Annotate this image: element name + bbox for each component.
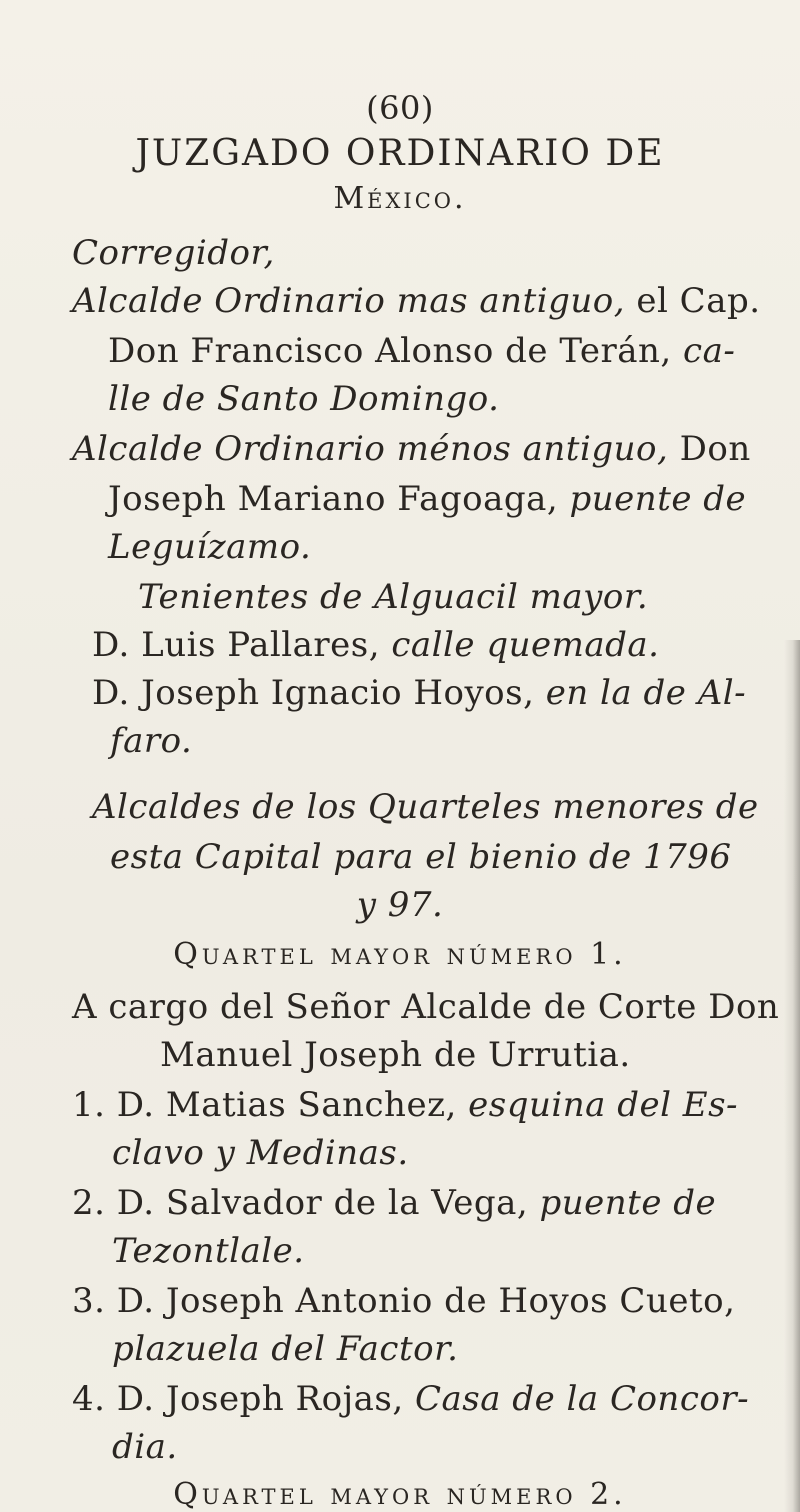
quartel-1-item-1-line-1 <box>72 1085 739 1125</box>
quartel-1-item-4-line-1 <box>72 1379 750 1419</box>
alcalde-1-address: ca- <box>671 331 736 371</box>
alcalde-2-name: Joseph Mariano Fagoaga, <box>108 479 559 519</box>
alcaldes-heading-line-3: y 97. <box>356 885 444 925</box>
teniente-2-address: en la de Al- <box>534 673 747 713</box>
entry-alcalde-2-line-1 <box>72 429 751 469</box>
quartel-1-cargo-line-1: A cargo del Señor Alcalde de Corte Don <box>72 987 780 1027</box>
page-number: (60) <box>366 89 434 127</box>
teniente-2-line-1 <box>92 673 747 713</box>
alcalde-1-name: Don Francisco Alonso de Terán, <box>108 331 672 371</box>
page-edge-shadow <box>784 640 800 1512</box>
alcaldes-heading-line-2: esta Capital para el bienio de 1796 <box>110 837 732 877</box>
item-2-address: puente de <box>528 1183 717 1223</box>
teniente-2-line-2: faro. <box>110 721 193 761</box>
item-4-name: 4. D. Joseph Rojas, <box>72 1379 404 1419</box>
quartel-1-item-3-line-1: 3. D. Joseph Antonio de Hoyos Cueto, <box>72 1281 736 1321</box>
quartel-1-cargo-line-2: Manuel Joseph de Urrutia. <box>160 1035 631 1075</box>
teniente-1-name: D. Luis Pallares, <box>92 625 381 665</box>
teniente-1 <box>92 625 660 665</box>
quartel-1-item-1-line-2: clavo y Medinas. <box>112 1133 409 1173</box>
item-1-name: 1. D. Matias Sanchez, <box>72 1085 457 1125</box>
alcaldes-heading-line-1: Alcaldes de los Quarteles menores de <box>92 787 759 827</box>
entry-alcalde-1-line-3: lle de Santo Domingo. <box>108 379 500 419</box>
entry-alcalde-2-line-2 <box>108 479 747 519</box>
item-1-address: esquina del Es- <box>456 1085 739 1125</box>
section-subtitle: México. <box>333 181 467 216</box>
entry-alcalde-1-line-1 <box>72 281 761 321</box>
section-title: JUZGADO ORDINARIO DE <box>135 133 665 174</box>
alcalde-1-rank: el Cap. <box>625 281 761 321</box>
quartel-1-heading: Quartel mayor número 1. <box>173 937 627 972</box>
quartel-2-heading: Quartel mayor número 2. <box>173 1477 627 1512</box>
entry-alcalde-2-line-3: Leguízamo. <box>108 527 312 567</box>
item-2-name: 2. D. Salvador de la Vega, <box>72 1183 529 1223</box>
quartel-1-item-2-line-1 <box>72 1183 717 1223</box>
teniente-2-name: D. Joseph Ignacio Hoyos, <box>92 673 535 713</box>
item-4-address: Casa de la Concor- <box>403 1379 750 1419</box>
entry-alcalde-1-line-2 <box>108 331 736 371</box>
quartel-1-item-2-line-2: Tezontlale. <box>112 1231 305 1271</box>
quartel-1-item-3-line-2: plazuela del Factor. <box>112 1329 459 1369</box>
entry-corregidor: Corregidor, <box>72 233 275 273</box>
alcalde-2-address: puente de <box>558 479 747 519</box>
quartel-1-item-4-line-2: dia. <box>112 1427 178 1467</box>
alcalde-2-rank: Don <box>668 429 751 469</box>
teniente-1-address: calle quemada. <box>380 625 660 665</box>
alcalde-2-title: Alcalde Ordinario ménos antiguo, <box>72 429 669 469</box>
tenientes-heading: Tenientes de Alguacil mayor. <box>138 577 649 617</box>
alcalde-1-title: Alcalde Ordinario mas antiguo, <box>72 281 626 321</box>
